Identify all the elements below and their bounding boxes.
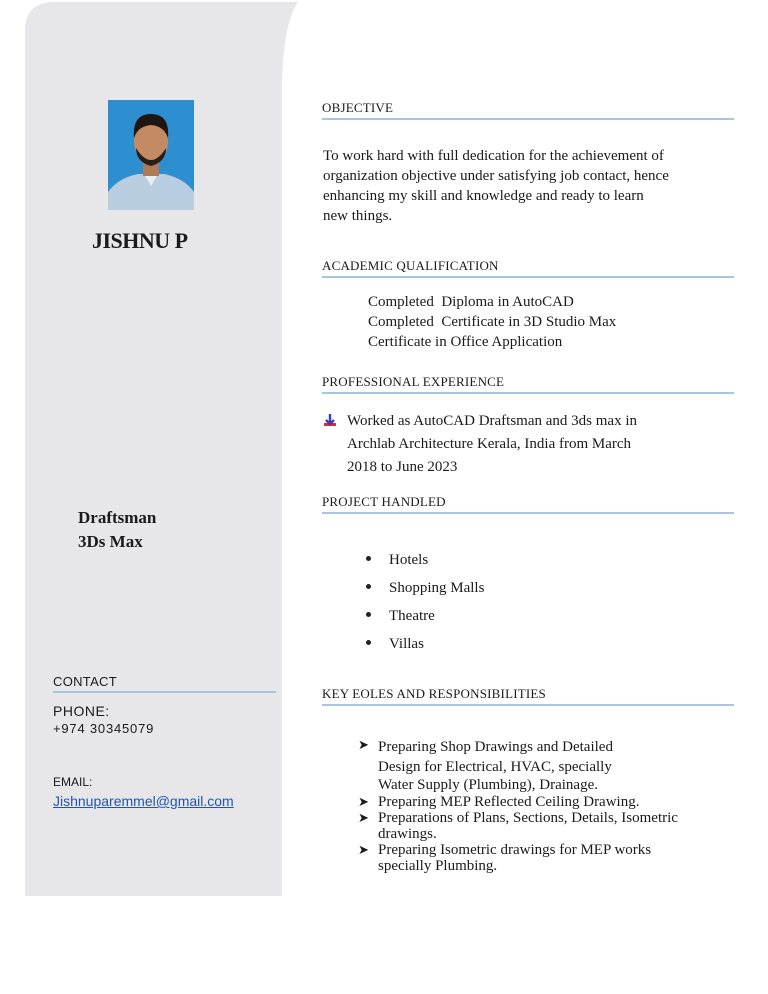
academic-item: Completed Certificate in 3D Studio Max — [368, 314, 617, 330]
experience-line: 2018 to June 2023 — [347, 459, 458, 475]
list-item — [366, 633, 484, 661]
phone-number: +974 30345079 — [53, 721, 155, 736]
responsibilities-heading: KEY EOLES AND RESPONSIBILITIES — [322, 686, 734, 706]
email-label: EMAIL: — [53, 775, 93, 789]
profile-photo — [108, 100, 194, 210]
role-title: Draftsman — [78, 508, 157, 527]
arrow-bullet-icon — [322, 413, 338, 429]
responsibility-line: Preparations of Plans, Sections, Details, Isometric — [378, 810, 678, 826]
academic-item: Certificate in Office Application — [368, 334, 563, 350]
phone-label: PHONE: — [53, 703, 110, 719]
responsibility-line: Preparing MEP Reflected Ceiling Drawing. — [378, 794, 640, 810]
experience-heading: PROFESSIONAL EXPERIENCE — [322, 374, 734, 394]
academic-heading: ACADEMIC QUALIFICATION — [322, 258, 734, 278]
contact-heading: CONTACT — [53, 674, 276, 693]
arrow-bullet-icon: ➤ — [358, 794, 369, 809]
list-item — [366, 605, 484, 633]
profile-name: JISHNU P — [92, 228, 188, 253]
responsibility-line: drawings. — [378, 826, 437, 842]
responsibilities-list — [358, 737, 738, 874]
list-item — [358, 794, 738, 810]
objective-heading: OBJECTIVE — [322, 100, 734, 120]
arrow-bullet-icon: ➤ — [358, 810, 369, 825]
project-item: Villas — [389, 636, 424, 652]
project-item: Theatre — [389, 608, 435, 624]
experience-line: Archlab Architecture Kerala, India from March — [347, 436, 632, 452]
projects-list — [366, 549, 484, 661]
academic-list — [368, 292, 616, 352]
list-item — [358, 810, 738, 842]
responsibility-line: Preparing Shop Drawings and Detailed — [378, 739, 613, 755]
list-item — [366, 577, 484, 605]
projects-heading: PROJECT HANDLED — [322, 494, 734, 514]
arrow-bullet-icon: ➤ — [358, 737, 369, 752]
responsibility-line: Design for Electrical, HVAC, specially — [378, 759, 612, 775]
bullet-icon — [366, 584, 371, 589]
bullet-icon — [366, 640, 371, 645]
academic-item: Completed Diploma in AutoCAD — [368, 294, 574, 310]
objective-line: To work hard with full dedication for the achievement of — [323, 148, 664, 164]
project-item: Shopping Malls — [389, 580, 485, 596]
email-link[interactable]: Jishnuparemmel@gmail.com — [53, 793, 234, 809]
experience-entry — [322, 410, 722, 479]
objective-line: organization objective under satisfying job contact, hence — [323, 168, 669, 184]
responsibility-line: Preparing Isometric drawings for MEP works — [378, 842, 652, 858]
role-title: 3Ds Max — [78, 532, 143, 551]
objective-line: new things. — [323, 208, 393, 224]
responsibility-line: Water Supply (Plumbing), Drainage. — [378, 777, 598, 793]
list-item — [358, 737, 738, 794]
list-item — [366, 549, 484, 577]
list-item — [358, 842, 738, 874]
profile-roles — [78, 506, 156, 554]
bullet-icon — [366, 556, 371, 561]
bullet-icon — [366, 612, 371, 617]
arrow-bullet-icon: ➤ — [358, 842, 369, 857]
experience-line: Worked as AutoCAD Draftsman and 3ds max in — [347, 413, 637, 429]
responsibility-line: specially Plumbing. — [378, 858, 498, 874]
objective-line: enhancing my skill and knowledge and ready to learn — [323, 188, 644, 204]
project-item: Hotels — [389, 552, 429, 568]
objective-text — [323, 146, 733, 226]
